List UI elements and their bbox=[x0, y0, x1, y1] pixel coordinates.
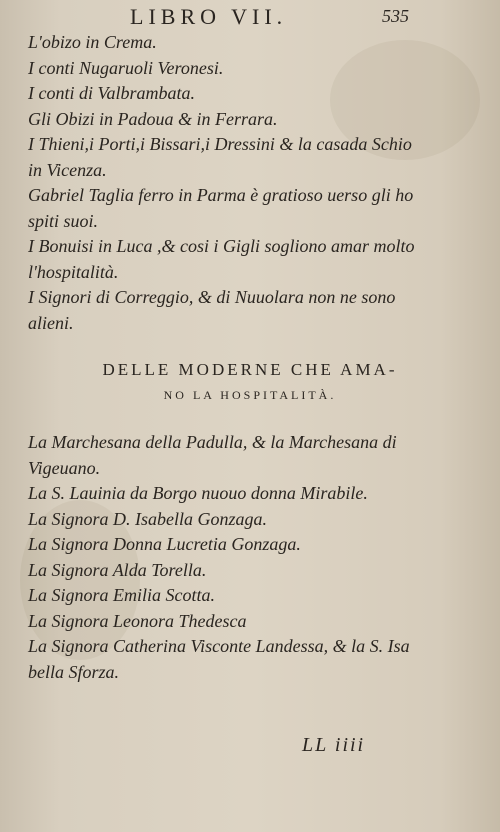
family-list bbox=[28, 30, 468, 336]
list-line: Gli Obizi in Padoua & in Ferrara. bbox=[28, 108, 278, 129]
list-line: bella Sforza. bbox=[28, 661, 120, 682]
catchword: LL iiii bbox=[302, 734, 366, 756]
section-heading-line2: NO LA HOSPITALITÀ. bbox=[163, 388, 337, 402]
ladies-list bbox=[28, 430, 468, 685]
list-line: La Signora Alda Torella. bbox=[28, 559, 207, 580]
list-line: La Signora Leonora Thedesca bbox=[28, 610, 247, 631]
list-line: La Signora Donna Lucretia Gonzaga. bbox=[28, 534, 301, 554]
list-line: l'hospitalità. bbox=[28, 261, 119, 282]
list-line: spiti suoi. bbox=[28, 210, 99, 231]
list-line: La Signora Catherina Visconte Landessa, & la S. Isa bbox=[28, 636, 410, 656]
list-line: La S. Lauinia da Borgo nuouo donna Mirabile. bbox=[28, 483, 368, 503]
page-number: 535 bbox=[382, 6, 409, 26]
list-line: Vigeuano. bbox=[28, 457, 101, 478]
section-heading-line1: DELLE MODERNE CHE AMA- bbox=[102, 360, 398, 379]
list-line: La Marchesana della Padulla, & la Marchesana di bbox=[28, 432, 397, 452]
list-line: Gabriel Taglia ferro in Parma è gratioso uerso gli ho bbox=[28, 185, 414, 205]
list-line: I conti Nugaruoli Veronesi. bbox=[28, 57, 224, 78]
list-line: La Signora D. Isabella Gonzaga. bbox=[28, 508, 268, 529]
running-head bbox=[0, 4, 500, 30]
list-line: alieni. bbox=[28, 312, 74, 333]
running-head-title: LIBRO VII. bbox=[130, 4, 288, 29]
list-line: I conti di Valbrambata. bbox=[28, 83, 195, 103]
list-line: I Thieni,i Porti,i Bissari,i Dressini & la casada Schio bbox=[28, 134, 412, 154]
list-line: La Signora Emilia Scotta. bbox=[28, 585, 216, 605]
list-line: I Signori di Correggio, & di Nuuolara non ne sono bbox=[28, 287, 396, 307]
list-line: in Vicenza. bbox=[28, 159, 107, 180]
list-line: L'obizo in Crema. bbox=[28, 32, 157, 52]
list-line: I Bonuisi in Luca ,& cosi i Gigli sogliono amar molto bbox=[28, 236, 415, 256]
